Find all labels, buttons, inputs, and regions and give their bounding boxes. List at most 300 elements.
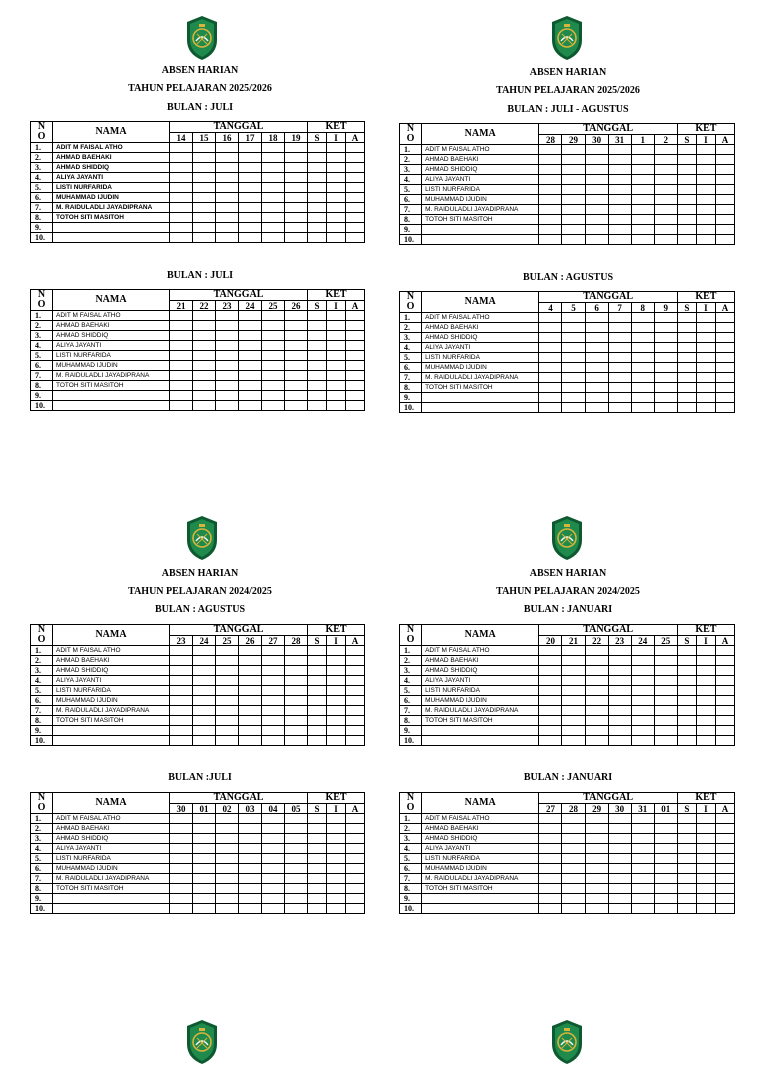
attendance-cell bbox=[308, 193, 327, 203]
attendance-cell bbox=[677, 726, 696, 736]
attendance-cell bbox=[193, 321, 216, 331]
attendance-cell bbox=[654, 716, 677, 726]
attendance-cell bbox=[193, 203, 216, 213]
student-name: ALIYA JAYANTI bbox=[53, 844, 170, 854]
day-header: 30 bbox=[608, 804, 631, 814]
table-row bbox=[31, 676, 365, 686]
attendance-cell bbox=[562, 716, 585, 726]
student-name bbox=[422, 904, 539, 914]
attendance-cell bbox=[539, 403, 562, 413]
attendance-cell bbox=[239, 656, 262, 666]
attendance-cell bbox=[677, 736, 696, 746]
attendance-cell bbox=[170, 894, 193, 904]
day-header: 01 bbox=[654, 804, 677, 814]
student-name: M. RAIDULADLI JAYADIPRANA bbox=[53, 874, 170, 884]
student-name: AHMAD SHIDDIQ bbox=[53, 163, 170, 173]
student-name bbox=[53, 726, 170, 736]
attendance-cell bbox=[170, 686, 193, 696]
attendance-cell bbox=[677, 686, 696, 696]
attendance-cell bbox=[327, 213, 346, 223]
attendance-cell bbox=[654, 165, 677, 175]
attendance-cell bbox=[654, 175, 677, 185]
attendance-cell bbox=[239, 824, 262, 834]
attendance-cell bbox=[327, 311, 346, 321]
attendance-table bbox=[399, 291, 735, 413]
attendance-cell bbox=[285, 213, 308, 223]
attendance-cell bbox=[327, 371, 346, 381]
student-name: TOTOH SITI MASITOH bbox=[53, 381, 170, 391]
attendance-cell bbox=[216, 223, 239, 233]
table-row bbox=[31, 163, 365, 173]
no-header bbox=[400, 124, 422, 145]
attendance-cell bbox=[585, 185, 608, 195]
attendance-cell bbox=[654, 706, 677, 716]
ket-header: KET bbox=[677, 292, 734, 303]
day-header: 21 bbox=[562, 636, 585, 646]
attendance-cell bbox=[239, 311, 262, 321]
attendance-cell bbox=[562, 666, 585, 676]
table-row bbox=[400, 373, 735, 383]
table-row bbox=[400, 666, 735, 676]
attendance-cell bbox=[285, 874, 308, 884]
attendance-cell bbox=[654, 393, 677, 403]
attendance-cell bbox=[239, 143, 262, 153]
row-number: 3. bbox=[400, 834, 422, 844]
attendance-cell bbox=[631, 195, 654, 205]
attendance-cell bbox=[539, 205, 562, 215]
attendance-cell bbox=[170, 341, 193, 351]
attendance-cell bbox=[239, 726, 262, 736]
attendance-cell bbox=[631, 353, 654, 363]
attendance-cell bbox=[239, 381, 262, 391]
attendance-cell bbox=[346, 686, 365, 696]
attendance-cell bbox=[170, 173, 193, 183]
table-header-row bbox=[31, 625, 365, 636]
attendance-cell bbox=[562, 854, 585, 864]
attendance-cell bbox=[677, 716, 696, 726]
attendance-cell bbox=[327, 173, 346, 183]
attendance-cell bbox=[631, 676, 654, 686]
attendance-cell bbox=[715, 353, 734, 363]
attendance-cell bbox=[715, 393, 734, 403]
attendance-cell bbox=[216, 676, 239, 686]
attendance-cell bbox=[285, 183, 308, 193]
ket-code-header: S bbox=[308, 133, 327, 143]
attendance-cell bbox=[216, 331, 239, 341]
attendance-cell bbox=[696, 716, 715, 726]
table-row bbox=[400, 323, 735, 333]
attendance-cell bbox=[216, 666, 239, 676]
no-header bbox=[31, 122, 53, 143]
attendance-cell bbox=[608, 145, 631, 155]
table-row bbox=[31, 706, 365, 716]
attendance-cell bbox=[539, 656, 562, 666]
attendance-cell bbox=[696, 894, 715, 904]
attendance-cell bbox=[285, 824, 308, 834]
attendance-cell bbox=[346, 814, 365, 824]
month-label: BULAN : JANUARI bbox=[523, 604, 613, 615]
attendance-cell bbox=[631, 403, 654, 413]
school-emblem-icon bbox=[548, 1018, 586, 1066]
attendance-cell bbox=[562, 393, 585, 403]
attendance-cell bbox=[193, 311, 216, 321]
attendance-cell bbox=[677, 383, 696, 393]
attendance-cell bbox=[170, 666, 193, 676]
row-number: 6. bbox=[31, 361, 53, 371]
row-number: 4. bbox=[400, 844, 422, 854]
row-number: 9. bbox=[400, 726, 422, 736]
table-row bbox=[31, 311, 365, 321]
attendance-cell bbox=[539, 383, 562, 393]
attendance-cell bbox=[346, 183, 365, 193]
attendance-cell bbox=[327, 391, 346, 401]
attendance-cell bbox=[308, 834, 327, 844]
attendance-cell bbox=[308, 854, 327, 864]
table-row bbox=[31, 656, 365, 666]
attendance-cell bbox=[696, 383, 715, 393]
table-row bbox=[31, 666, 365, 676]
ket-code-header: I bbox=[327, 804, 346, 814]
student-name: MUHAMMAD IJUDIN bbox=[53, 864, 170, 874]
attendance-cell bbox=[262, 173, 285, 183]
attendance-cell bbox=[562, 185, 585, 195]
attendance-cell bbox=[562, 323, 585, 333]
row-number: 1. bbox=[400, 814, 422, 824]
attendance-cell bbox=[562, 706, 585, 716]
attendance-cell bbox=[308, 153, 327, 163]
attendance-cell bbox=[285, 321, 308, 331]
attendance-cell bbox=[170, 716, 193, 726]
attendance-cell bbox=[308, 874, 327, 884]
table-row bbox=[31, 401, 365, 411]
attendance-cell bbox=[193, 696, 216, 706]
table-row bbox=[400, 195, 735, 205]
attendance-cell bbox=[308, 884, 327, 894]
attendance-cell bbox=[562, 676, 585, 686]
attendance-cell bbox=[539, 373, 562, 383]
no-header-bottom: O bbox=[406, 301, 415, 312]
attendance-cell bbox=[193, 864, 216, 874]
attendance-cell bbox=[327, 351, 346, 361]
student-name: AHMAD BAEHAKI bbox=[422, 656, 539, 666]
row-number: 5. bbox=[400, 185, 422, 195]
attendance-cell bbox=[562, 225, 585, 235]
day-header: 26 bbox=[239, 636, 262, 646]
attendance-cell bbox=[262, 223, 285, 233]
day-header: 29 bbox=[585, 804, 608, 814]
row-number: 4. bbox=[31, 844, 53, 854]
day-header: 22 bbox=[193, 301, 216, 311]
attendance-cell bbox=[585, 333, 608, 343]
day-header: 02 bbox=[216, 804, 239, 814]
row-number: 9. bbox=[31, 894, 53, 904]
attendance-cell bbox=[262, 321, 285, 331]
student-name bbox=[422, 393, 539, 403]
attendance-cell bbox=[170, 864, 193, 874]
attendance-cell bbox=[562, 884, 585, 894]
ket-code-header: I bbox=[696, 303, 715, 313]
attendance-cell bbox=[654, 145, 677, 155]
attendance-cell bbox=[631, 393, 654, 403]
attendance-cell bbox=[193, 233, 216, 243]
attendance-cell bbox=[327, 844, 346, 854]
attendance-cell bbox=[308, 696, 327, 706]
day-header: 23 bbox=[170, 636, 193, 646]
day-header: 24 bbox=[239, 301, 262, 311]
attendance-cell bbox=[216, 844, 239, 854]
attendance-cell bbox=[170, 646, 193, 656]
attendance-cell bbox=[608, 353, 631, 363]
row-number: 1. bbox=[31, 143, 53, 153]
attendance-cell bbox=[539, 676, 562, 686]
month-label: BULAN : AGUSTUS bbox=[154, 604, 246, 615]
attendance-cell bbox=[262, 686, 285, 696]
day-header: 28 bbox=[539, 135, 562, 145]
attendance-cell bbox=[696, 215, 715, 225]
attendance-cell bbox=[308, 736, 327, 746]
row-number: 5. bbox=[400, 686, 422, 696]
attendance-cell bbox=[631, 824, 654, 834]
ket-code-header: S bbox=[308, 804, 327, 814]
student-name: M. RAIDULADLI JAYADIPRANA bbox=[53, 706, 170, 716]
attendance-cell bbox=[677, 215, 696, 225]
attendance-cell bbox=[608, 686, 631, 696]
row-number: 7. bbox=[400, 874, 422, 884]
attendance-cell bbox=[585, 373, 608, 383]
ket-code-header: I bbox=[696, 804, 715, 814]
attendance-cell bbox=[608, 884, 631, 894]
attendance-cell bbox=[308, 143, 327, 153]
attendance-cell bbox=[285, 203, 308, 213]
student-name: LISTI NURFARIDA bbox=[53, 351, 170, 361]
attendance-cell bbox=[562, 373, 585, 383]
student-name bbox=[53, 894, 170, 904]
attendance-cell bbox=[696, 676, 715, 686]
attendance-cell bbox=[262, 143, 285, 153]
attendance-cell bbox=[327, 686, 346, 696]
attendance-cell bbox=[346, 716, 365, 726]
day-header: 7 bbox=[608, 303, 631, 313]
attendance-cell bbox=[327, 223, 346, 233]
attendance-cell bbox=[308, 371, 327, 381]
attendance-cell bbox=[239, 864, 262, 874]
attendance-cell bbox=[239, 331, 262, 341]
table-header-row bbox=[400, 292, 735, 303]
school-emblem-icon bbox=[548, 14, 586, 62]
attendance-cell bbox=[539, 716, 562, 726]
row-number: 1. bbox=[31, 814, 53, 824]
attendance-cell bbox=[285, 351, 308, 361]
attendance-cell bbox=[327, 666, 346, 676]
ket-header: KET bbox=[308, 290, 365, 301]
ket-header: KET bbox=[308, 625, 365, 636]
attendance-cell bbox=[262, 844, 285, 854]
row-number: 2. bbox=[31, 153, 53, 163]
school-emblem-icon bbox=[183, 514, 221, 562]
attendance-cell bbox=[170, 361, 193, 371]
attendance-cell bbox=[308, 814, 327, 824]
student-name: M. RAIDULADLI JAYADIPRANA bbox=[422, 373, 539, 383]
attendance-cell bbox=[585, 904, 608, 914]
table-row bbox=[400, 215, 735, 225]
row-number: 5. bbox=[400, 353, 422, 363]
attendance-cell bbox=[562, 165, 585, 175]
attendance-cell bbox=[216, 696, 239, 706]
attendance-cell bbox=[346, 321, 365, 331]
attendance-cell bbox=[539, 824, 562, 834]
attendance-cell bbox=[608, 844, 631, 854]
attendance-cell bbox=[696, 393, 715, 403]
attendance-cell bbox=[539, 353, 562, 363]
attendance-cell bbox=[193, 143, 216, 153]
student-name: ALIYA JAYANTI bbox=[53, 173, 170, 183]
student-name: ADIT M FAISAL ATHO bbox=[422, 646, 539, 656]
day-header: 28 bbox=[285, 636, 308, 646]
attendance-cell bbox=[327, 143, 346, 153]
attendance-cell bbox=[239, 203, 262, 213]
attendance-cell bbox=[715, 225, 734, 235]
attendance-cell bbox=[608, 393, 631, 403]
attendance-cell bbox=[562, 313, 585, 323]
table-row bbox=[400, 706, 735, 716]
attendance-cell bbox=[677, 363, 696, 373]
attendance-cell bbox=[585, 834, 608, 844]
row-number: 4. bbox=[400, 343, 422, 353]
day-header: 5 bbox=[562, 303, 585, 313]
student-name: TOTOH SITI MASITOH bbox=[422, 215, 539, 225]
table-row bbox=[400, 736, 735, 746]
attendance-cell bbox=[346, 153, 365, 163]
attendance-cell bbox=[239, 706, 262, 716]
attendance-cell bbox=[327, 894, 346, 904]
attendance-cell bbox=[562, 343, 585, 353]
attendance-cell bbox=[346, 646, 365, 656]
day-header: 23 bbox=[608, 636, 631, 646]
attendance-cell bbox=[562, 145, 585, 155]
attendance-cell bbox=[170, 656, 193, 666]
no-header bbox=[31, 793, 53, 814]
attendance-cell bbox=[562, 383, 585, 393]
day-header: 04 bbox=[262, 804, 285, 814]
attendance-cell bbox=[327, 646, 346, 656]
attendance-cell bbox=[696, 686, 715, 696]
student-name: AHMAD BAEHAKI bbox=[53, 321, 170, 331]
student-name: TOTOH SITI MASITOH bbox=[53, 716, 170, 726]
attendance-cell bbox=[239, 874, 262, 884]
attendance-cell bbox=[696, 165, 715, 175]
table-row bbox=[400, 155, 735, 165]
attendance-cell bbox=[677, 844, 696, 854]
attendance-cell bbox=[562, 834, 585, 844]
attendance-cell bbox=[262, 331, 285, 341]
student-name: AHMAD SHIDDIQ bbox=[53, 834, 170, 844]
attendance-cell bbox=[262, 213, 285, 223]
attendance-cell bbox=[608, 736, 631, 746]
attendance-cell bbox=[170, 884, 193, 894]
attendance-cell bbox=[654, 824, 677, 834]
attendance-cell bbox=[539, 313, 562, 323]
table-header-row bbox=[400, 625, 735, 636]
day-header: 16 bbox=[216, 133, 239, 143]
attendance-cell bbox=[715, 824, 734, 834]
attendance-cell bbox=[696, 854, 715, 864]
student-name: AHMAD BAEHAKI bbox=[422, 824, 539, 834]
attendance-cell bbox=[677, 235, 696, 245]
attendance-cell bbox=[585, 343, 608, 353]
tanggal-header: TANGGAL bbox=[539, 793, 677, 804]
row-number: 7. bbox=[31, 371, 53, 381]
attendance-cell bbox=[677, 696, 696, 706]
attendance-cell bbox=[715, 736, 734, 746]
attendance-cell bbox=[715, 904, 734, 914]
no-header-top: N bbox=[406, 624, 415, 635]
school-year: TAHUN PELAJARAN 2025/2026 bbox=[496, 85, 640, 96]
nama-header: NAMA bbox=[53, 290, 170, 311]
attendance-cell bbox=[654, 696, 677, 706]
row-number: 10. bbox=[400, 235, 422, 245]
attendance-cell bbox=[327, 401, 346, 411]
attendance-cell bbox=[715, 646, 734, 656]
attendance-cell bbox=[696, 403, 715, 413]
table-row bbox=[400, 864, 735, 874]
attendance-cell bbox=[170, 834, 193, 844]
ket-code-header: A bbox=[346, 133, 365, 143]
student-name bbox=[422, 736, 539, 746]
attendance-cell bbox=[696, 185, 715, 195]
row-number: 3. bbox=[400, 333, 422, 343]
attendance-cell bbox=[170, 814, 193, 824]
attendance-cell bbox=[170, 183, 193, 193]
student-name: AHMAD SHIDDIQ bbox=[422, 333, 539, 343]
attendance-cell bbox=[216, 183, 239, 193]
attendance-cell bbox=[562, 696, 585, 706]
attendance-cell bbox=[216, 311, 239, 321]
attendance-cell bbox=[631, 155, 654, 165]
attendance-cell bbox=[170, 153, 193, 163]
attendance-table bbox=[399, 624, 735, 746]
attendance-cell bbox=[285, 854, 308, 864]
table-row bbox=[31, 143, 365, 153]
ket-header: KET bbox=[677, 124, 734, 135]
attendance-cell bbox=[239, 736, 262, 746]
attendance-cell bbox=[539, 904, 562, 914]
attendance-cell bbox=[327, 884, 346, 894]
attendance-cell bbox=[285, 391, 308, 401]
attendance-cell bbox=[239, 351, 262, 361]
attendance-cell bbox=[585, 353, 608, 363]
attendance-cell bbox=[654, 333, 677, 343]
attendance-cell bbox=[308, 686, 327, 696]
attendance-cell bbox=[608, 666, 631, 676]
attendance-cell bbox=[562, 894, 585, 904]
attendance-cell bbox=[308, 646, 327, 656]
attendance-cell bbox=[562, 874, 585, 884]
table-row bbox=[31, 716, 365, 726]
attendance-cell bbox=[715, 403, 734, 413]
attendance-cell bbox=[308, 173, 327, 183]
attendance-cell bbox=[285, 173, 308, 183]
school-emblem-icon bbox=[548, 514, 586, 562]
row-number: 1. bbox=[31, 646, 53, 656]
row-number: 5. bbox=[31, 854, 53, 864]
attendance-cell bbox=[327, 341, 346, 351]
attendance-cell bbox=[308, 401, 327, 411]
attendance-cell bbox=[677, 373, 696, 383]
attendance-cell bbox=[239, 716, 262, 726]
month-label: BULAN : AGUSTUS bbox=[522, 272, 614, 283]
ket-header: KET bbox=[308, 793, 365, 804]
absen-title: ABSEN HARIAN bbox=[161, 65, 239, 76]
